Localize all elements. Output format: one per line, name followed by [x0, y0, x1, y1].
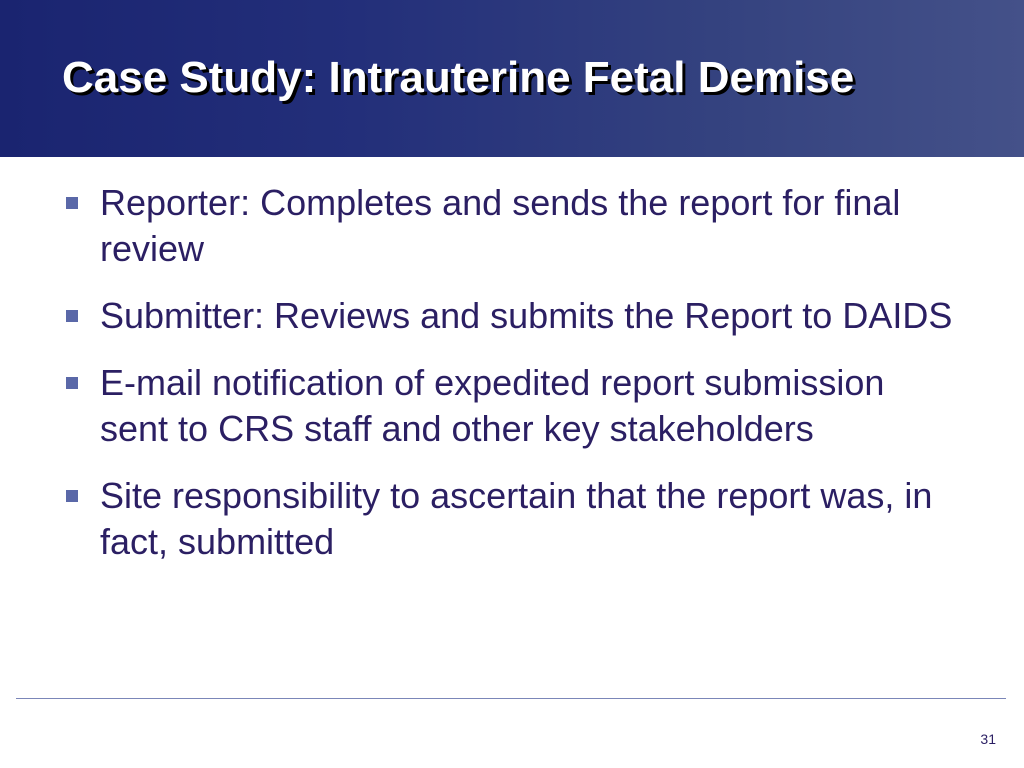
bullet-item	[62, 360, 962, 452]
bullet-text: Site responsibility to ascertain that the report was, in fact, submitted	[100, 475, 933, 562]
page-number: 31	[980, 731, 996, 747]
bullet-list	[62, 180, 962, 586]
bullet-item	[62, 180, 962, 272]
bullet-item	[62, 473, 962, 565]
footer-divider	[16, 698, 1006, 699]
title-bar	[0, 0, 1024, 157]
slide-title: Case Study: Intrauterine Fetal Demise	[62, 53, 855, 102]
bullet-text: E-mail notification of expedited report submission sent to CRS staff and other key stakeholders	[100, 362, 885, 449]
square-bullet-icon	[66, 310, 78, 322]
square-bullet-icon	[66, 377, 78, 389]
bullet-text: Submitter: Reviews and submits the Report to DAIDS	[100, 295, 953, 336]
bullet-item	[62, 293, 962, 339]
bullet-text: Reporter: Completes and sends the report for final review	[100, 182, 901, 269]
square-bullet-icon	[66, 197, 78, 209]
square-bullet-icon	[66, 490, 78, 502]
